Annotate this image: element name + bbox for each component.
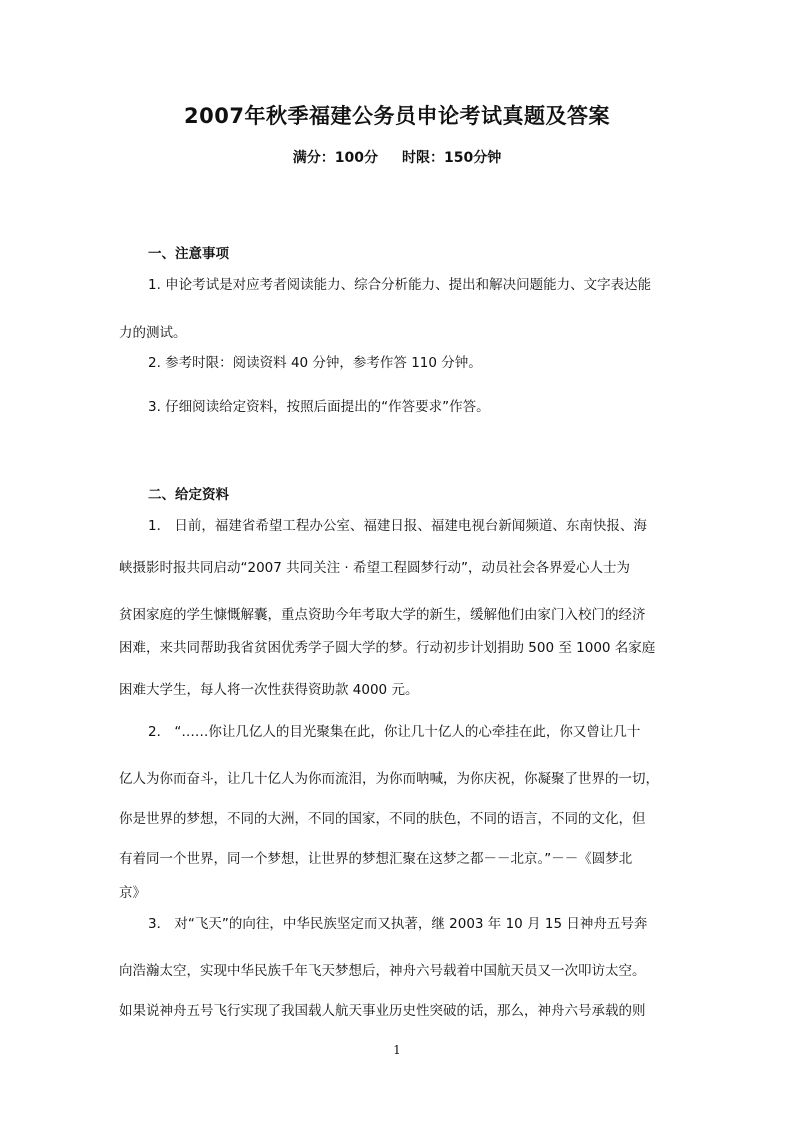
- material-line: 峡摄影时报共同启动“2007 共同关注 · 希望工程圆梦行动”，动员社会各界爱心人士为: [119, 560, 631, 576]
- time-value: 150: [444, 150, 474, 166]
- notes-line: 力的测试。: [119, 325, 187, 341]
- material-line: 有着同一个世界，同一个梦想，让世界的梦想汇聚在这梦之都－－北京。”－－《圆梦北: [119, 851, 633, 867]
- material-line: 如果说神舟五号飞行实现了我国载人航天事业历史性突破的话，那么，神舟六号承载的则: [119, 1003, 646, 1019]
- section-heading-materials: 二、给定资料: [148, 487, 229, 503]
- material-line: 亿人为你而奋斗，让几十亿人为你而流泪，为你而呐喊，为你庆祝，你凝聚了世界的一切，: [119, 771, 659, 787]
- material-line: 1． 日前，福建省希望工程办公室、福建日报、福建电视台新闻频道、东南快报、海: [148, 518, 647, 534]
- material-line: 2． “……你让几亿人的目光聚集在此，你让几十亿人的心牵挂在此，你又曾让几十: [148, 724, 641, 740]
- material-line: 向浩瀚太空，实现中华民族千年飞天梦想后，神舟六号载着中国航天员又一次叩访太空。: [119, 963, 646, 979]
- time-unit: 分钟: [473, 150, 502, 166]
- material-line: 困难大学生，每人将一次性获得资助款 4000 元。: [119, 682, 419, 698]
- notes-line: 2. 参考时限：阅读资料 40 分钟，参考作答 110 分钟。: [148, 355, 482, 371]
- notes-line: 3. 仔细阅读给定资料，按照后面提出的“作答要求”作答。: [148, 399, 490, 415]
- time-label: 时限：: [402, 150, 444, 166]
- material-line: 贫困家庭的学生慷慨解囊，重点资助今年考取大学的新生，缓解他们由家门入校门的经济: [119, 607, 646, 623]
- material-line: 京》: [119, 885, 146, 901]
- notes-line: 1. 申论考试是对应考者阅读能力、综合分析能力、提出和解决问题能力、文字表达能: [148, 277, 652, 293]
- material-line: 你是世界的梦想，不同的大洲，不同的国家，不同的肤色，不同的语言，不同的文化，但: [119, 811, 646, 827]
- document-title: 2007年秋季福建公务员申论考试真题及答案: [184, 104, 610, 128]
- score-label: 满分：: [292, 150, 335, 166]
- material-line: 3． 对“飞天”的向往，中华民族坚定而又执著，继 2003 年 10 月 15 日神舟五号奔: [148, 916, 648, 932]
- section-heading-notes: 一、注意事项: [148, 246, 229, 262]
- score-unit: 分: [364, 150, 378, 166]
- score-value: 100: [334, 150, 364, 166]
- page-number: 1: [393, 1043, 401, 1057]
- exam-meta: [0, 147, 794, 167]
- material-line: 困难，来共同帮助我省贫困优秀学子圆大学的梦。行动初步计划捐助 500 至 1000 名家庭: [119, 640, 656, 656]
